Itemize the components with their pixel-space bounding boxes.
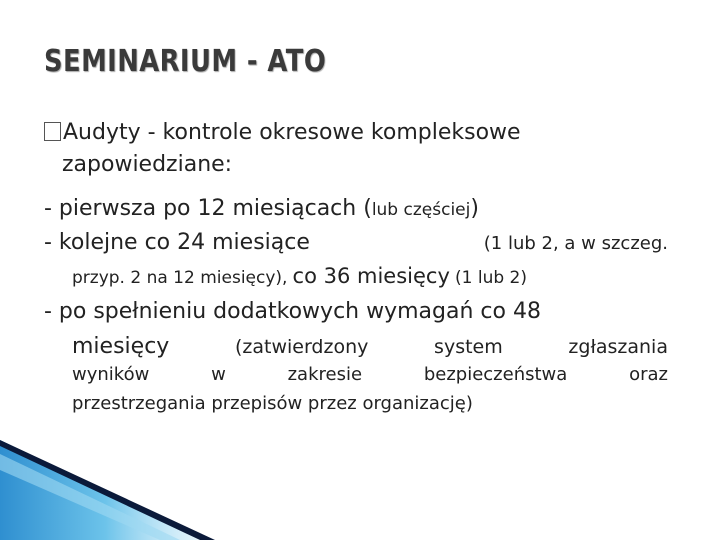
checkbox-bullet-icon <box>44 122 61 141</box>
item-3-line-4: przestrzegania przepisów przez organizację) <box>72 393 473 414</box>
item-2-line-1 <box>44 230 668 255</box>
item-3-word-b: (zatwierdzony <box>234 336 369 358</box>
item-3-w2: w <box>211 364 226 385</box>
item-2-part-2: (1 lub 2, a w szczeg. <box>483 233 668 254</box>
item-1-close: ) <box>470 196 479 221</box>
item-3-text-1: - po spełnieniu dodatkowych wymagań co 48 <box>44 299 541 324</box>
item-3-w5: oraz <box>629 364 668 385</box>
bullet-line-2: zapowiedziane: <box>62 152 233 177</box>
item-3-word-d: zgłaszania <box>568 336 668 358</box>
decorative-wave <box>0 440 720 540</box>
item-2-main: co 36 miesięcy <box>292 264 450 288</box>
bullet-line-1 <box>44 120 521 145</box>
item-3-line-3 <box>72 364 668 385</box>
item-1 <box>44 196 479 221</box>
item-3-w4: bezpieczeństwa <box>423 364 568 385</box>
item-3-w3: zakresie <box>287 364 363 385</box>
item-3-line-2 <box>72 334 668 359</box>
item-3-w1: wyników <box>72 364 150 385</box>
item-3-word-a: miesięcy <box>72 334 170 359</box>
bullet-text-1: Audyty - kontrole okresowe kompleksowe <box>63 120 521 145</box>
slide-title: SEMINARIUM - ATO <box>44 44 327 79</box>
item-2-part-1: - kolejne co 24 miesiące <box>44 230 310 255</box>
item-1-small: lub częściej <box>371 200 471 220</box>
item-1-main: - pierwsza po 12 miesiącach ( <box>44 196 372 221</box>
item-3-line-1 <box>44 299 668 324</box>
item-3-word-c: system <box>434 336 503 358</box>
item-2-small: przyp. 2 na 12 miesięcy), <box>72 268 288 288</box>
item-2-line-2 <box>72 264 527 288</box>
item-2-tail: (1 lub 2) <box>455 268 527 288</box>
